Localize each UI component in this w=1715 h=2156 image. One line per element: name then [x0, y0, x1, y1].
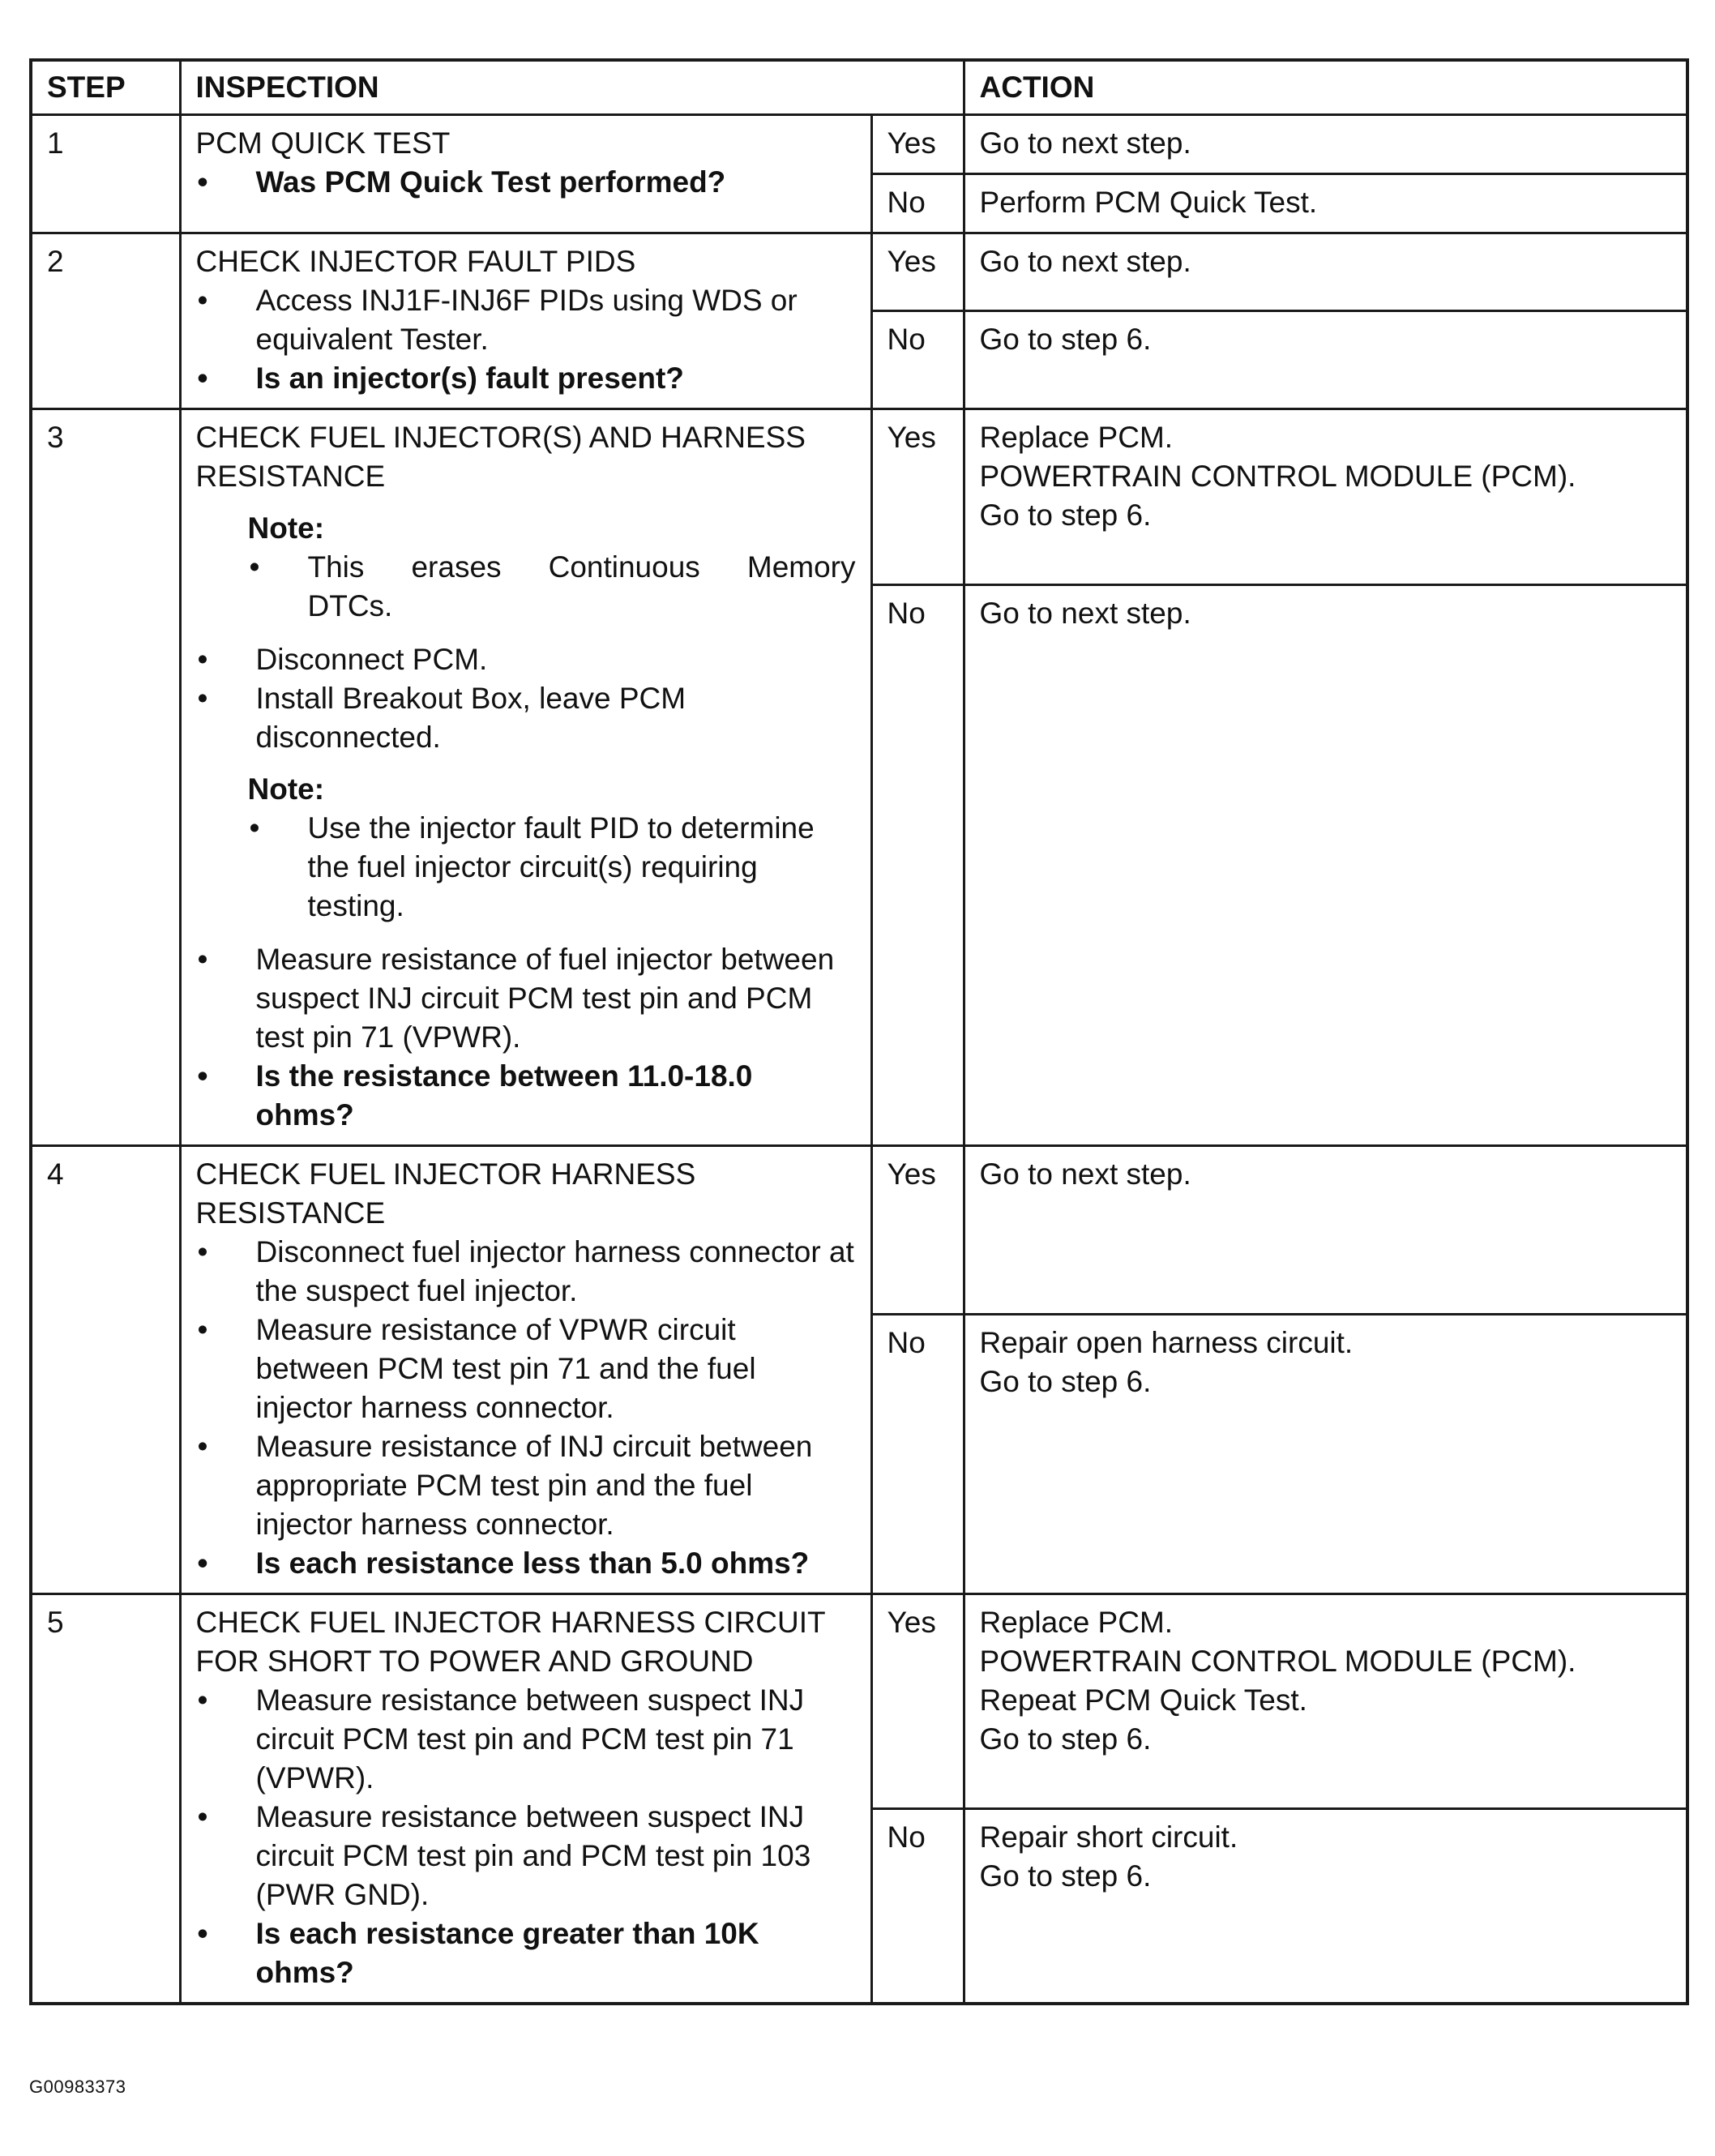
- yes-action: [964, 409, 1687, 585]
- step-title: CHECK FUEL INJECTOR(S) AND HARNESS RESISTANCE: [195, 421, 806, 493]
- yes-action: [964, 233, 1687, 311]
- action-line: Replace PCM.: [979, 1606, 1174, 1639]
- step-title: CHECK FUEL INJECTOR HARNESS RESISTANCE: [195, 1157, 696, 1230]
- note-item: [248, 548, 856, 626]
- inspection-question: • Is each resistance less than 5.0 ohms?: [196, 1544, 856, 1583]
- no-label: No: [871, 174, 964, 233]
- inspection-question: • Is each resistance greater than 10K ohms?: [196, 1914, 856, 1992]
- step-row: [31, 1594, 1687, 1809]
- action-line: Repair open harness circuit.: [979, 1326, 1354, 1360]
- note-title: Note:: [247, 511, 325, 545]
- inspection-question: • Is the resistance between 11.0-18.0 ohms?: [196, 1057, 856, 1135]
- yes-action: [964, 1594, 1687, 1809]
- yes-label: Yes: [871, 409, 964, 585]
- header-step: STEP: [31, 60, 180, 115]
- inspection-question: • Was PCM Quick Test performed?: [196, 163, 856, 202]
- inspection-bullet: • Measure resistance of fuel injector between suspect INJ circuit PCM test pin and PCM test pin 71 (VPWR).: [196, 940, 856, 1057]
- step-inspection: [180, 1594, 871, 2004]
- no-action: [964, 585, 1687, 1146]
- no-action: [964, 1809, 1687, 2004]
- inspection-question: • Is an injector(s) fault present?: [196, 359, 856, 398]
- note-item: • Use the injector fault PID to determine the fuel injector circuit(s) requiring testing.: [248, 809, 856, 926]
- action-line: Perform PCM Quick Test.: [979, 186, 1318, 219]
- action-line: Go to next step.: [979, 126, 1191, 160]
- inspection-bullet: • Install Breakout Box, leave PCM disconnected.: [196, 679, 856, 757]
- step-title: CHECK FUEL INJECTOR HARNESS CIRCUIT FOR SHORT TO POWER AND GROUND: [195, 1606, 825, 1678]
- step-inspection: [180, 233, 871, 409]
- action-line: Repeat PCM Quick Test.: [979, 1683, 1307, 1717]
- yes-action: [964, 115, 1687, 174]
- inspection-bullet: • Measure resistance of INJ circuit between appropriate PCM test pin and the fuel injector harness connector.: [196, 1427, 856, 1544]
- no-action: [964, 174, 1687, 233]
- inspection-bullet: • Measure resistance between suspect INJ circuit PCM test pin and PCM test pin 71 (VPWR).: [196, 1681, 856, 1798]
- step-number: 2: [31, 233, 180, 409]
- note-block: [248, 770, 856, 926]
- action-line: Go to next step.: [979, 245, 1191, 278]
- step-row: [31, 233, 1687, 311]
- step-row: [31, 1146, 1687, 1315]
- step-number: 1: [31, 115, 180, 233]
- step-title: CHECK INJECTOR FAULT PIDS: [195, 245, 636, 278]
- action-line: Repair short circuit.: [979, 1820, 1238, 1854]
- no-action: [964, 311, 1687, 409]
- yes-label: Yes: [871, 1594, 964, 1809]
- note-item-text-cont: DTCs.: [307, 589, 393, 622]
- action-line: Go to next step.: [979, 1157, 1191, 1191]
- inspection-bullet: • Access INJ1F-INJ6F PIDs using WDS or equivalent Tester.: [196, 281, 856, 359]
- yes-label: Yes: [871, 115, 964, 174]
- header-inspection: INSPECTION: [180, 60, 964, 115]
- action-line: POWERTRAIN CONTROL MODULE (PCM).: [979, 460, 1576, 493]
- step-inspection: [180, 115, 871, 233]
- step-number: 5: [31, 1594, 180, 2004]
- no-label: No: [871, 585, 964, 1146]
- action-line: Go to step 6.: [979, 1722, 1152, 1756]
- diagnostic-table-sheet: [29, 58, 1686, 2005]
- yes-label: Yes: [871, 233, 964, 311]
- step-row: [31, 115, 1687, 174]
- action-line: Go to step 6.: [979, 1365, 1152, 1399]
- action-line: Go to step 6.: [979, 323, 1152, 356]
- step-inspection: [180, 409, 871, 1146]
- yes-action: [964, 1146, 1687, 1315]
- note-title: Note:: [247, 772, 325, 806]
- no-label: No: [871, 1809, 964, 2004]
- inspection-bullet: • Disconnect PCM.: [196, 640, 856, 679]
- action-line: POWERTRAIN CONTROL MODULE (PCM).: [979, 1645, 1576, 1678]
- no-action: [964, 1315, 1687, 1594]
- step-row: [31, 409, 1687, 585]
- no-label: No: [871, 1315, 964, 1594]
- action-line: Replace PCM.: [979, 421, 1174, 454]
- inspection-bullet: • Measure resistance of VPWR circuit between PCM test pin 71 and the fuel injector harness connector.: [196, 1311, 856, 1427]
- header-row: [31, 60, 1687, 115]
- inspection-bullet: • Measure resistance between suspect INJ circuit PCM test pin and PCM test pin 103 (PWR GND).: [196, 1798, 856, 1914]
- action-line: Go to step 6.: [979, 498, 1152, 532]
- action-line: Go to next step.: [979, 597, 1191, 630]
- no-label: No: [871, 311, 964, 409]
- figure-id: G00983373: [29, 2077, 126, 2097]
- step-number: 4: [31, 1146, 180, 1594]
- action-line: Go to step 6.: [979, 1859, 1152, 1893]
- diagnostic-table: [29, 58, 1689, 2005]
- note-item-text: • This erases Continuous Memory: [307, 550, 856, 584]
- step-inspection: [180, 1146, 871, 1594]
- header-action: ACTION: [964, 60, 1687, 115]
- yes-label: Yes: [871, 1146, 964, 1315]
- inspection-bullet: • Disconnect fuel injector harness connector at the suspect fuel injector.: [196, 1233, 856, 1311]
- note-block: [248, 509, 856, 626]
- step-title: PCM QUICK TEST: [195, 126, 451, 160]
- step-number: 3: [31, 409, 180, 1146]
